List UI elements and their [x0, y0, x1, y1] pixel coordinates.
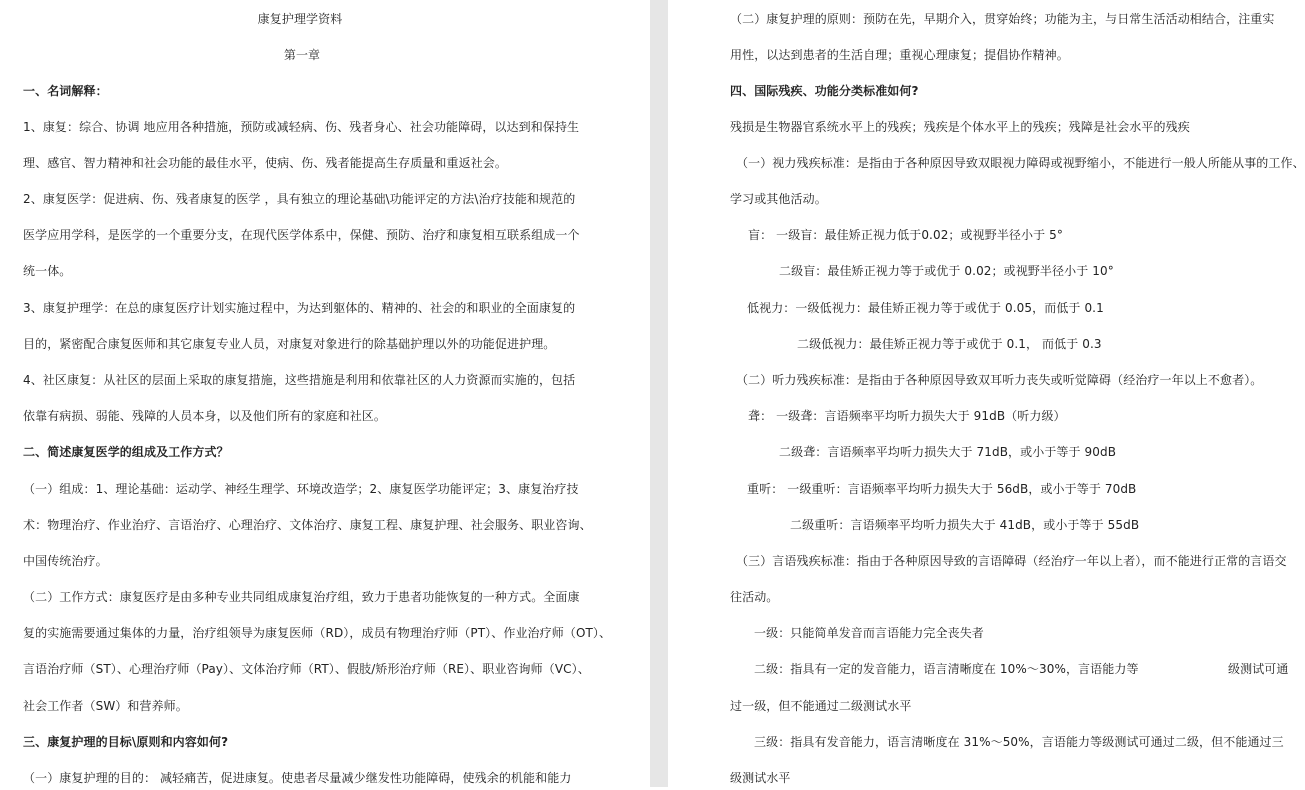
paragraph-line: （二）听力残疾标准：是指由于各种原因导致双耳听力丧失或听觉障碍（经治疗一年以上不愈者）。 [736, 373, 1263, 387]
paragraph-line: 用性，以达到患者的生活自理；重视心理康复；提倡协作精神。 [730, 48, 1069, 62]
paragraph-line: （一）视力残疾标准：是指由于各种原因导致双眼视力障碍或视野缩小，不能进行一般人所能从事的工作、 [736, 156, 1305, 170]
chapter-heading: 第一章 [283, 48, 321, 62]
paragraph-line: 二级重听：言语频率平均听力损失大于 41dB，或小于等于 55dB [790, 518, 1140, 532]
paragraph-line: 三级：指具有发音能力，语言清晰度在 31%～50%，言语能力等级测试可通过二级，但不能通过三 [754, 735, 1284, 749]
paragraph-line: （一）康复护理的目的： 减轻痛苦，促进康复。使患者尽量减少继发性功能障碍，使残余的机能和能力 [23, 771, 572, 785]
section-heading: 四、国际残疾、功能分类标准如何? [730, 84, 919, 98]
paragraph-line: 复的实施需要通过集体的力量，治疗组领导为康复医师（RD），成员有物理治疗师（PT）、作业治疗师（OT）、 [23, 626, 612, 640]
section-heading: 三、康复护理的目标\原则和内容如何? [23, 735, 229, 749]
paragraph-line: 言语治疗师（ST）、心理治疗师（Pay）、文体治疗师（RT）、假肢/矫形治疗师（RE）、职业咨询师（VC）、 [23, 662, 590, 676]
section-heading: 一、名词解释： [23, 84, 108, 98]
paragraph-line: 二级聋：言语频率平均听力损失大于 71dB，或小于等于 90dB [779, 445, 1117, 459]
paragraph-line: 统一体。 [23, 264, 72, 278]
paragraph-line: （一）组成：1、理论基础：运动学、神经生理学、环境改造学；2、康复医学功能评定；3、康复治疗技 [23, 482, 579, 496]
paragraph-line: 重听： 一级重听：言语频率平均听力损失大于 56dB，或小于等于 70dB [747, 482, 1137, 496]
paragraph-line: 2、康复医学：促进病、伤、残者康复的医学 ，具有独立的理论基础\功能评定的方法\治疗技能和规范的 [23, 192, 576, 206]
paragraph-line: 级测试可通 [1228, 662, 1289, 676]
section-heading: 二、简述康复医学的组成及工作方式？ [23, 445, 229, 459]
paragraph-line: 学习或其他活动。 [730, 192, 827, 206]
paragraph-line: 3、康复护理学：在总的康复医疗计划实施过程中，为达到躯体的、精神的、社会的和职业的全面康复的 [23, 301, 576, 315]
paragraph-line: 残损是生物器官系统水平上的残疾；残疾是个体水平上的残疾；残障是社会水平的残疾 [730, 120, 1190, 134]
paragraph-line: 低视力：一级低视力：最佳矫正视力等于或优于 0.05，而低于 0.1 [747, 301, 1104, 315]
paragraph-line: 医学应用学科，是医学的一个重要分支，在现代医学体系中，保健、预防、治疗和康复相互联系组成一个 [23, 228, 580, 242]
paragraph-line: 级测试水平 [730, 771, 791, 785]
paragraph-line: 二级：指具有一定的发音能力，语言清晰度在 10%～30%，言语能力等 [754, 662, 1139, 676]
paragraph-line: 盲： 一级盲：最佳矫正视力低于0.02；或视野半径小于 5° [748, 228, 1063, 242]
paragraph-line: 术：物理治疗、作业治疗、言语治疗、心理治疗、文体治疗、康复工程、康复护理、社会服务、职业咨询、 [23, 518, 592, 532]
paragraph-line: 一级：只能简单发音而言语能力完全丧失者 [754, 626, 984, 640]
paragraph-line: （二）工作方式：康复医疗是由多种专业共同组成康复治疗组，致力于患者功能恢复的一种方式。全面康 [23, 590, 580, 604]
paragraph-line: 目的，紧密配合康复医师和其它康复专业人员，对康复对象进行的除基础护理以外的功能促进护理。 [23, 337, 556, 351]
paragraph-line: 中国传统治疗。 [23, 554, 108, 568]
document-title: 康复护理学资料 [257, 12, 343, 26]
document-page-left [0, 0, 650, 787]
paragraph-line: 依靠有病损、弱能、残障的人员本身，以及他们所有的家庭和社区。 [23, 409, 387, 423]
paragraph-line: 二级盲：最佳矫正视力等于或优于 0.02；或视野半径小于 10° [779, 264, 1114, 278]
paragraph-line: 往活动。 [730, 590, 779, 604]
paragraph-line: 4、社区康复：从社区的层面上采取的康复措施，这些措施是利用和依靠社区的人力资源而实施的，包括 [23, 373, 576, 387]
paragraph-line: 二级低视力：最佳矫正视力等于或优于 0.1， 而低于 0.3 [797, 337, 1102, 351]
paragraph-line: 过一级，但不能通过二级测试水平 [730, 699, 912, 713]
document-page-right [668, 0, 1305, 787]
paragraph-line: 聋： 一级聋：言语频率平均听力损失大于 91dB（听力级） [748, 409, 1066, 423]
page-gutter [650, 0, 668, 787]
paragraph-line: （二）康复护理的原则：预防在先，早期介入，贯穿始终；功能为主，与日常生活活动相结合，注重实 [730, 12, 1275, 26]
paragraph-line: 理、感官、智力精神和社会功能的最佳水平，使病、伤、残者能提高生存质量和重返社会。 [23, 156, 508, 170]
paragraph-line: 社会工作者（SW）和营养师。 [23, 699, 188, 713]
paragraph-line: 1、康复：综合、协调 地应用各种措施，预防或减轻病、伤、残者身心、社会功能障碍，以达到和保持生 [23, 120, 580, 134]
paragraph-line: （三）言语残疾标准：指由于各种原因导致的言语障碍（经治疗一年以上者），而不能进行正常的言语交 [736, 554, 1287, 568]
